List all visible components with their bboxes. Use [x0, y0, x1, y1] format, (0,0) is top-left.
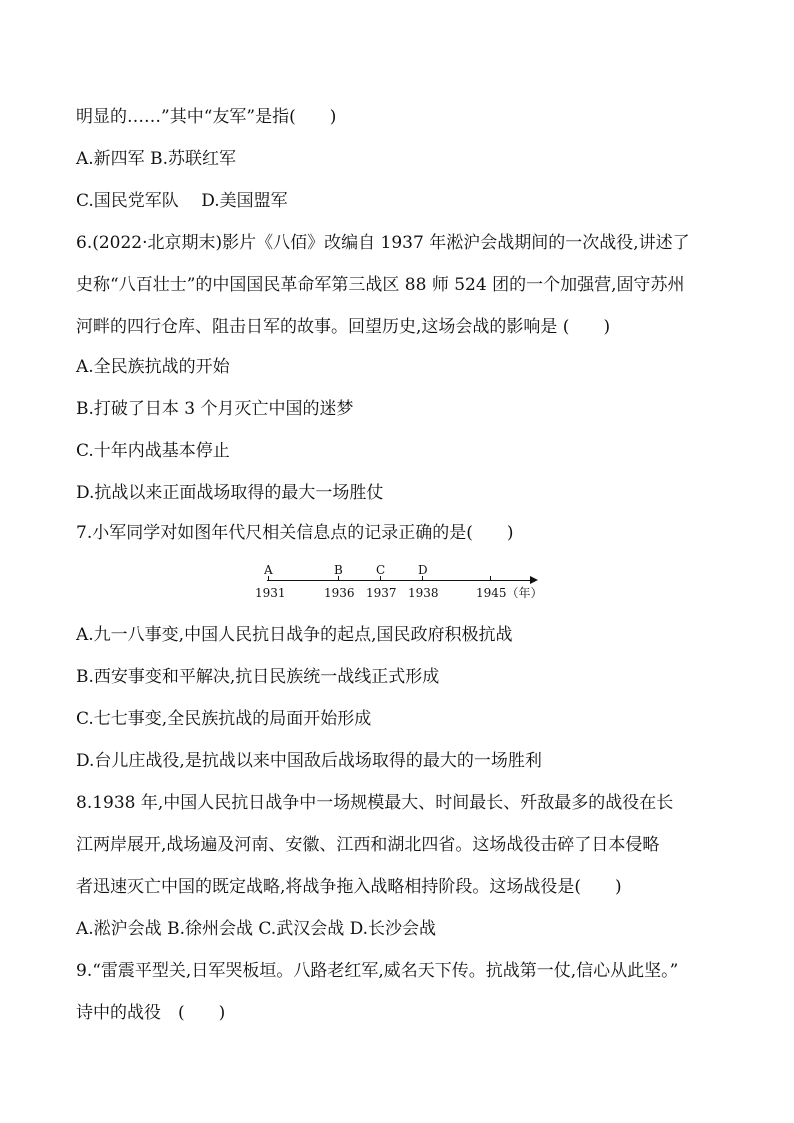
- timeline-axis: [267, 580, 535, 581]
- timeline-year: 1938: [408, 586, 439, 600]
- q8-options: A.淞沪会战 B.徐州会战 C.武汉会战 D.长沙会战: [76, 919, 437, 939]
- q9-stem-line2: 诗中的战役 ( ): [76, 1003, 226, 1023]
- q5-options-row1: A.新四军 B.苏联红军: [76, 149, 236, 169]
- q6-stem-line2: 史称“八百壮士”的中国国民革命军第三战区 88 师 524 团的一个加强营,固守苏州: [76, 275, 685, 295]
- q6-option-a: A.全民族抗战的开始: [76, 357, 230, 377]
- q7-option-c: C.七七事变,全民族抗战的局面开始形成: [76, 709, 372, 729]
- timeline-year: 1936: [324, 586, 355, 600]
- timeline-year: 1931: [255, 586, 286, 600]
- timeline-letter: D: [418, 563, 428, 577]
- q6-option-c: C.十年内战基本停止: [76, 441, 230, 461]
- q8-stem-line3: 者迅速灭亡中国的既定战略,将战争拖入战略相持阶段。这场战役是( ): [76, 877, 622, 897]
- timeline-letter: A: [264, 563, 273, 577]
- q7-option-d: D.台儿庄战役,是抗战以来中国敌后战场取得的最大的一场胜利: [76, 751, 542, 771]
- q6-option-b: B.打破了日本 3 个月灭亡中国的迷梦: [76, 399, 354, 419]
- q7-stem: 7.小军同学对如图年代尺相关信息点的记录正确的是( ): [76, 523, 514, 543]
- timeline-letter: C: [376, 563, 386, 577]
- q6-stem-line3: 河畔的四行仓库、阻击日军的故事。回望历史,这场会战的影响是 ( ): [76, 317, 611, 337]
- q6-stem-line1: 6.(2022·北京期末)影片《八佰》改编自 1937 年淞沪会战期间的一次战役,讲述了: [76, 233, 690, 253]
- timeline-figure: [250, 560, 550, 606]
- timeline-tick: [490, 576, 491, 581]
- q7-option-a: A.九一八事变,中国人民抗日战争的起点,国民政府积极抗战: [76, 625, 513, 645]
- timeline-year: 1937: [366, 586, 397, 600]
- q5-stem-tail: 明显的……”其中“友军”是指( ): [76, 107, 337, 127]
- q6-option-d: D.抗战以来正面战场取得的最大一场胜仗: [76, 483, 384, 503]
- q9-stem-line1: 9.“雷震平型关,日军哭板垣。八路老红军,威名天下传。抗战第一仗,信心从此坚。”: [76, 961, 679, 981]
- q7-option-b: B.西安事变和平解决,抗日民族统一战线正式形成: [76, 667, 440, 687]
- timeline-arrow: [530, 576, 538, 584]
- q8-stem-line2: 江两岸展开,战场遍及河南、安徽、江西和湖北四省。这场战役击碎了日本侵略: [76, 835, 660, 855]
- timeline-letter: B: [334, 563, 343, 577]
- q8-stem-line1: 8.1938 年,中国人民抗日战争中一场规模最大、时间最长、歼敌最多的战役在长: [76, 793, 674, 813]
- q5-options-row2: C.国民党军队 D.美国盟军: [76, 191, 288, 211]
- timeline-year: 1945（年）: [476, 586, 543, 600]
